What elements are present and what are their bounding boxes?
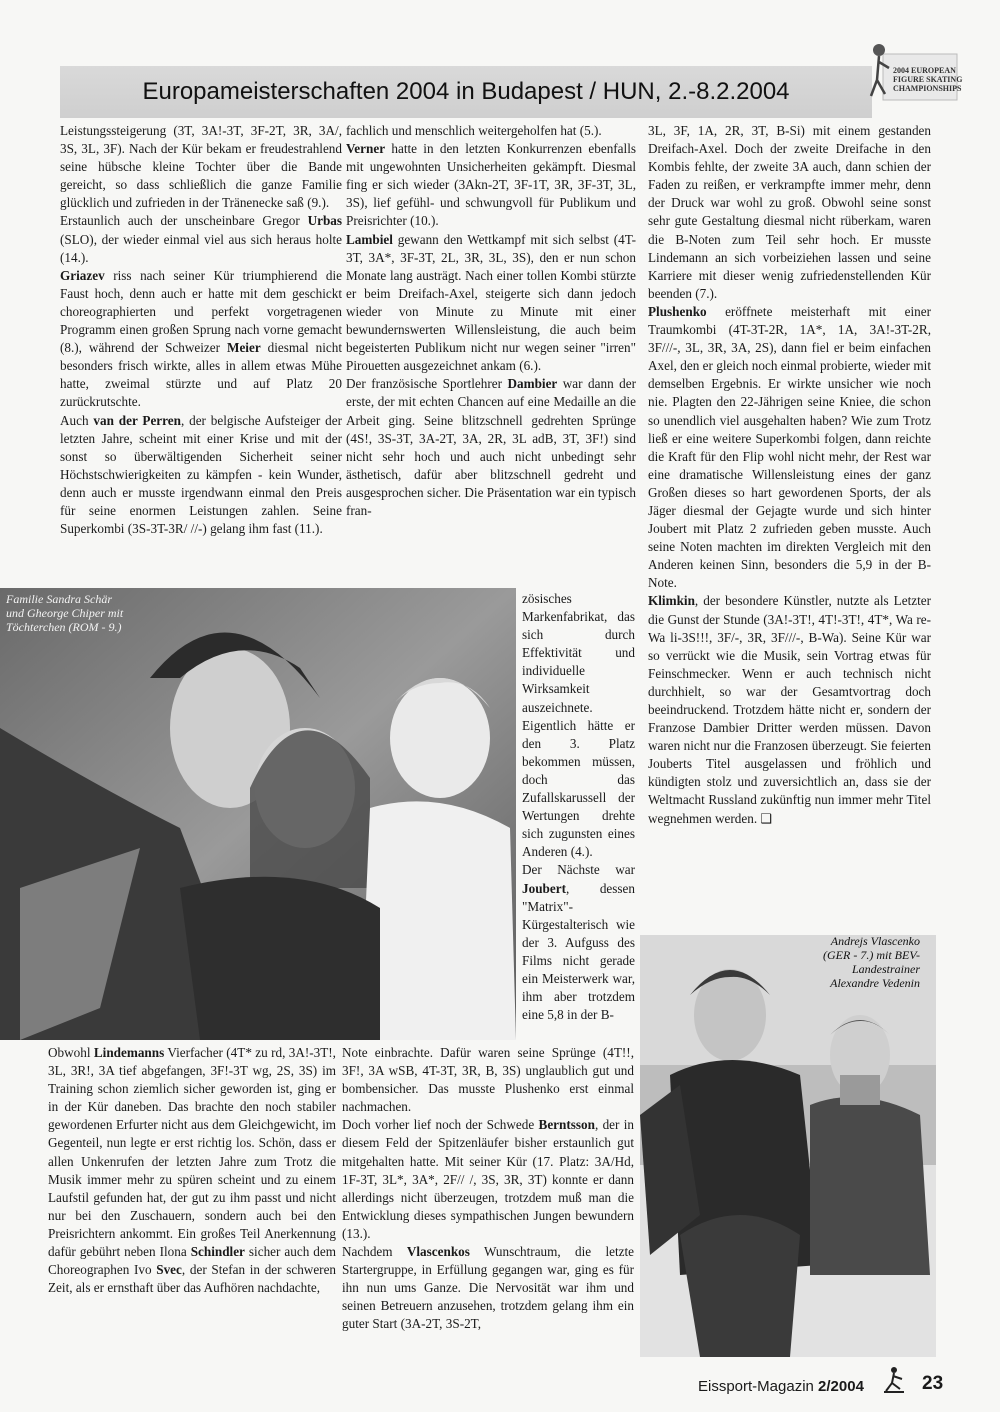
article-column-2 xyxy=(346,122,636,520)
paragraph: Leistungssteigerung (3T, 3A!-3T, 3F-2T, 3R, 3A/, 3S, 3L, 3F). Nach der Kür bekam er freudestrahlend seine hübsche kleine Tochter über die Bande gereicht, so dass schließlich die ganze Familie glücklich und zufrieden in der Tränenecke saß (9.). xyxy=(60,123,342,211)
paragraph: Obwohl Lindemanns Vierfacher (4T* zu rd, 3A!-3T!, 3L, 3R!, 3A tief abgefangen, 3F!-3T wg, 2S, 3S) im Training schon ziemlich sicher geworden ist, ging er in der Kür daneben. Das brachte den noch stabiler gewordenen Erfurter nicht aus dem Gleichgewicht, im Gegenteil, nun legte er erst richtig los. Schön, dass er allen Unkenrufen der letzten Jahre zum Trotz die Musik immer mehr zu spüren scheint und zu einem Laufstil gefunden hat, der gut zu ihm passt und nicht nur bei den Zuschauern, sondern auch bei den Preisrichtern ankommt. Ein großes Teil Anerkennung dafür gebührt neben Ilona Schindler sicher auch dem Choreographen Ivo Svec, der Stefan in der schweren Zeit, als er ernsthaft über das Aufhören nachdachte, xyxy=(48,1045,337,1296)
paragraph: Klimkin, der besondere Künstler, nutzte als Letzter die Gunst der Stunde (3A!-3T!, 4T!-3T!, 4T*, Wa re-Wa li-3S!!!, 3F/-, 3R, 3F///-, B-Wa). Seine Kür war so verrückt wie die Musik, sein Vortrag etwas für Feinschmecker. Wenn er auch technisch nicht durchhielt, so war der Gesamtvortrag doch beeindruckend. Trotzdem hätte nicht er, sondern der Franzose Dambier Dritter werden müssen. Davon waren nicht nur die Franzosen überzeugt. Sie feierten Jouberts Titel ausgelassen und fröhlich und kündigten stolz und zuversichtlich an, dass sie der Weltmacht Russland zukünftig nun immer mehr Titel wegnehmen werden. ❑ xyxy=(648,593,931,826)
paragraph: Auch van der Perren, der belgische Aufsteiger der letzten Jahre, scheint mit einer Krise und mit der sonst so überwältigenden Sicherheit seiner Höchstschwierigkeiten zu kämpfen - kein Wunder, denn auch er musste irgendwann einmal den Preis für seine enormen Leistungen zahlen. Seine Superkombi (3S-3T-3R/ //-) gelang ihm fast (11.). xyxy=(60,412,342,537)
paragraph: Nachdem Vlascenkos Wunschtraum, die letzte Startergruppe, in Erfüllung gegangen war, ging es für ihn nun ums Ganze. Die Nervosität war ihm und seinen Betreuern anzusehen, trotzdem gelang ihm ein guter Start (3A-2T, 3S-2T, xyxy=(342,1244,635,1332)
paragraph: Erstaunlich auch der unscheinbare Gregor Urbas (SLO), der wieder einmal viel aus sich heraus holte (14.). xyxy=(60,213,342,265)
page-number: 23 xyxy=(922,1373,944,1394)
paragraph: Der französische Sportlehrer Dambier war dann der erste, der mit echten Chancen auf eine Medaille an die Arbeit ging. Seine blitzschnell gedrehten Sprünge (4S!, 3S-3T, 3A-2T, 3A, 2R, 3L adB, 3T, 3F!) sind nicht sehr hoch und auch nicht unbedingt sehr ästhetisch, dafür aber blitzschnell gedreht und ausgesprochen sicher. Die Präsentation war ein typisch fran- xyxy=(346,376,636,518)
skater-icon xyxy=(880,1365,910,1395)
vlascenko-photo-image xyxy=(640,935,936,1357)
end-mark: ❑ xyxy=(760,810,773,826)
page-title: Europameisterschaften 2004 in Budapest / HUN, 2.-8.2.2004 xyxy=(142,78,790,105)
paragraph: Note einbrachte. Dafür waren seine Sprünge (4T!!, 3F!, 3A wSB, 4T-3T, 3R, B, 3S) unglaublich gut und bombensicher. Das musste Plushenko erst einmal nachmachen. xyxy=(342,1045,634,1115)
paragraph: Plushenko eröffnete meisterhaft mit einer Traumkombi (4T-3T-2R, 1A*, 1A, 3A!-3T-2R, 3F///-, 3L, 3R, 3A, 2S), dann fiel er beim einfachen Axel, den er gleich noch einmal probierte, wieder mit demselben Ergebnis. Er wirkte unsicher wie noch nie. Plagten den 22-Jährigen seine Kniee, die schon so unendlich viel ausgehalten haben? Wie zum Trotz ließ er eine weitere Superkombi folgen, dann reichte die Kraft für den Flip wohl nicht mehr, der Rest war eine dramatische Willensleistung eines der ganz Großen dieses so hart gewordenen Sports, der als Jäger diesmal der Gejagte wurde und sich hinter Joubert mit Platz 2 zufrieden geben musste. Auch seine Noten machten im direkten Vergleich mit den Anderen keinen Sinn, besonders die 5,9 in der B-Note. xyxy=(648,303,931,591)
vlascenko-photo xyxy=(640,935,936,1357)
family-photo-image xyxy=(0,588,516,1040)
article-narrow-column xyxy=(522,590,635,1024)
paragraph: Lambiel gewann den Wettkampf mit sich selbst (4T-3T, 3A*, 3F-3T, 2L, 3R, 3L, 3S), den er nun schon Monate lang austrägt. Nach einer tollen Kombi stürzte er beim Dreifach-Axel, steigerte sich dann jedoch wieder von Minute zu Minute mit einer bewundernswerten Willensleistung, die auch beim begeisterten Publikum nicht nur wegen seiner "irren" Pirouetten ausgezeichnet ankam (6.). xyxy=(346,231,636,374)
paragraph: Griazev riss nach seiner Kür triumphierend die Faust hoch, denn auch er hatte mit dem geschickt choreographierten und perfekt vorgetragenen Programm einen großen Sprung nach vorne gemacht (8.), während der Schweizer Meier diesmal nicht besonders frisch wirkte, alles in allem etwas Mühe hatte, zweimal stürzte und auf Platz 20 zurückrutschte. xyxy=(60,267,342,410)
paragraph: 3L, 3F, 1A, 2R, 3T, B-Si) mit einem gestanden Dreifach-Axel. Doch der zweite Dreifache in den Kombis fehlte, der zweite 3A auch, dann schien der Faden zu reißen, er verkrampfte immer mehr, denn der Druck war wohl zu groß. Obwohl seine sonst sehr gute Gestaltung diesmal nicht rüberkam, waren die B-Noten zum Teil sehr hoch. Er musste Lindemann an sich vorbeiziehen lassen und seine Karriere mit dieser wenig zufriedenstellenden Kür beenden (7.). xyxy=(648,123,931,301)
paragraph: Der Nächste war Joubert, dessen "Matrix"-Kürgestalterisch wie der 3. Aufguss des Films nicht gerade ein Meisterwerk war, ihm aber trotzdem eine 5,8 in der B- xyxy=(522,862,635,1023)
paragraph: Doch vorher lief noch der Schwede Berntsson, der in diesem Feld der Spitzenläufer bisher erstaunlich gut mitgehalten hatte. Mit seiner Kür (17. Platz: 3A/Hd, 1F-3T, 3L*, 3A*, 2F// /, 3S, 3R, 3T) konnte er dann allerdings nicht überzeugen, trotzdem muß man die Entwicklung dieses sympathischen Jungen bewundern (13.). xyxy=(342,1117,634,1241)
paragraph: fachlich und menschlich weitergeholfen hat (5.). xyxy=(346,123,602,138)
paragraph: zösisches Markenfabrikat, das sich durch Effektivität und individuelle Wirksamkeit auszeichnete. Eigentlich hätte er den 3. Platz bekommen müssen, doch das Zufallskarussell der Wertungen drehte sich zugunsten eines Anderen (4.). xyxy=(522,591,635,860)
article-bottom-middle xyxy=(342,1044,634,1334)
article-column-3 xyxy=(648,122,931,828)
article-bottom-left xyxy=(48,1044,336,1297)
family-photo xyxy=(0,588,516,1040)
logo-text: 2004 EUROPEAN FIGURE SKATING CHAMPIONSHIPS xyxy=(893,66,963,93)
vlascenko-photo-caption: Andrejs Vlascenko (GER - 7.) mit BEV- Landestrainer Alexandre Vedenin xyxy=(823,934,920,990)
family-photo-caption: Familie Sandra Schär und Gheorge Chiper mit Töchterchen (ROM - 9.) xyxy=(6,592,124,634)
paragraph: Verner hatte in den letzten Konkurrenzen ebenfalls mit ungewohnten Unsicherheiten gekämpft. Diesmal fing er sich wieder (3Akn-2T, 3F-1T, 3R, 3F-3T, 3L, 3S), lief gefühl- und schwungvoll für Publikum und Preisrichter (10.). xyxy=(346,141,636,229)
footer-magazine: Eissport-Magazin 2/2004 xyxy=(698,1378,864,1395)
article-column-1 xyxy=(60,122,342,538)
